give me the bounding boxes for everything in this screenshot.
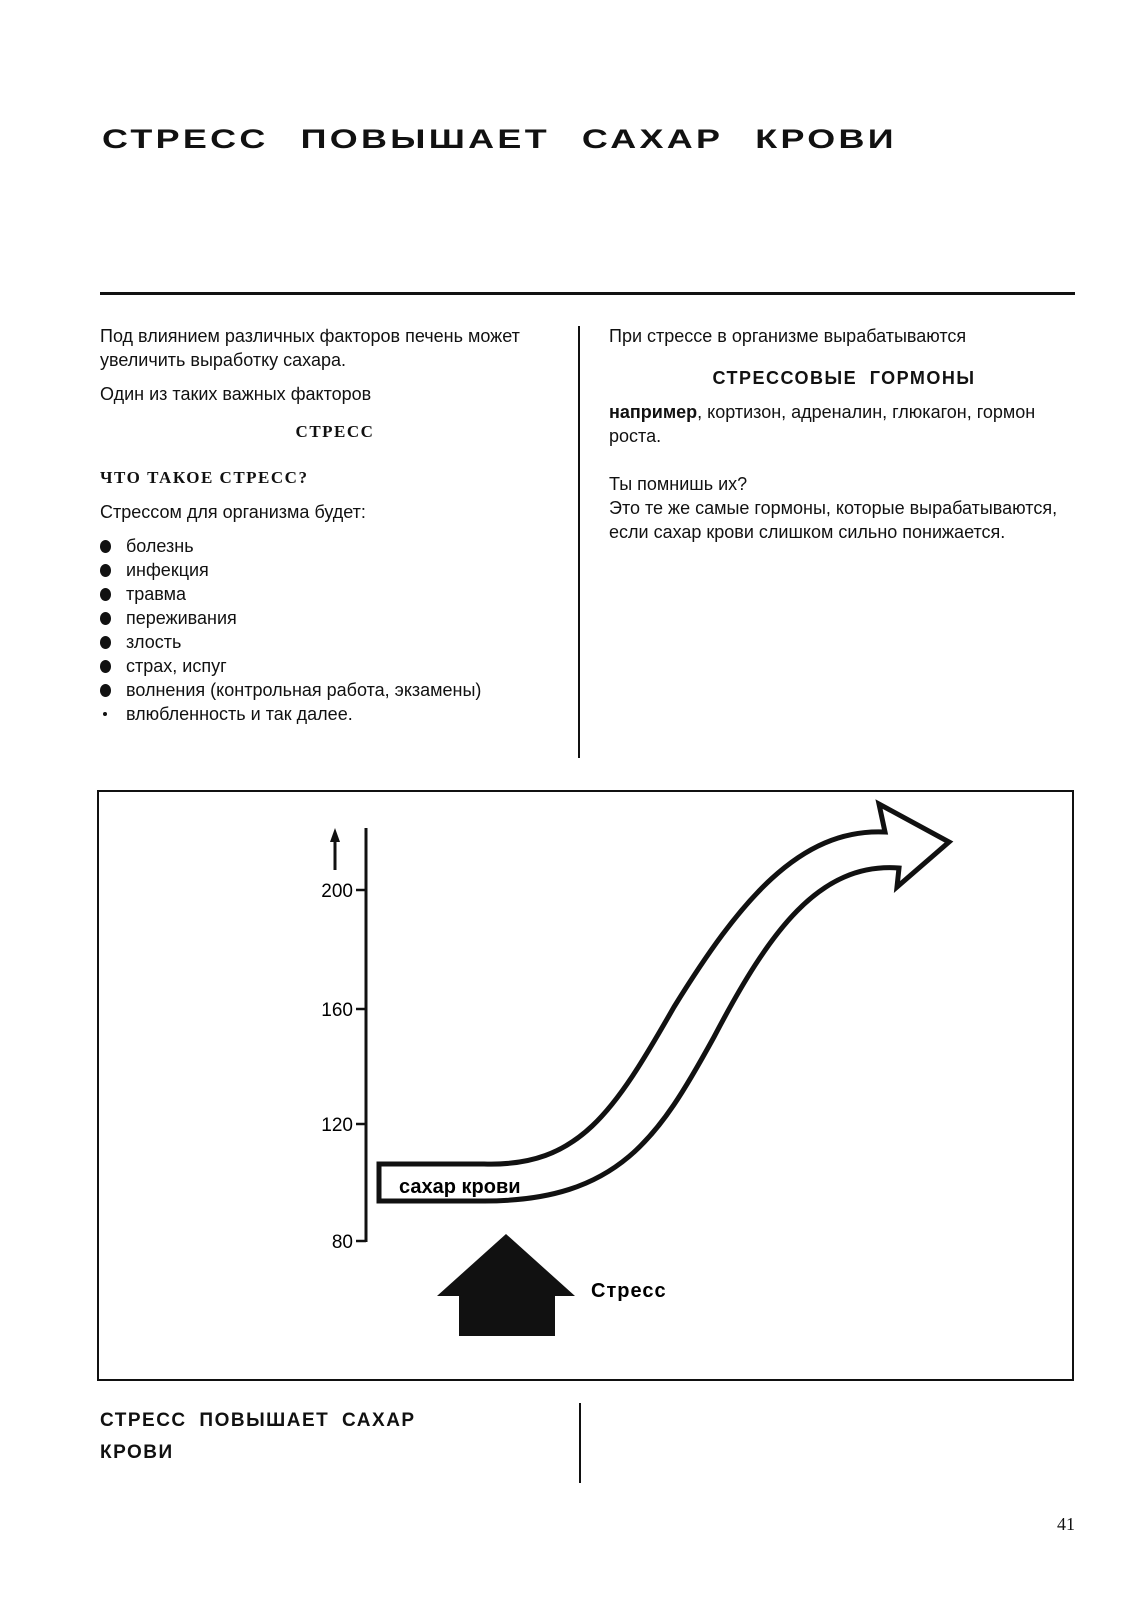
list-item: страх, испуг: [100, 654, 550, 678]
diagram-drawing: [99, 792, 1072, 1379]
example-list: , кортизон, адреналин, глюкагон, гормон роста.: [609, 402, 1036, 446]
intro-text: Под влиянием различных факторов печень может увеличить выработку сахара.: [100, 326, 520, 370]
column-divider: [578, 326, 580, 758]
question-heading: ЧТО ТАКОЕ СТРЕСС?: [100, 468, 309, 487]
example-word: например: [609, 402, 698, 422]
bullet-icon: [100, 660, 111, 673]
arrowhead-icon: [330, 828, 340, 842]
list-intro: Стрессом для организма будет:: [100, 502, 366, 522]
stress-heading: СТРЕСС: [295, 422, 375, 441]
hormones-heading: СТРЕССОВЫЕ ГОРМОНЫ: [712, 368, 976, 388]
bullet-icon: [100, 540, 111, 553]
list-item: болезнь: [100, 534, 550, 558]
list-item: влюбленность и так далее.: [100, 702, 550, 726]
caption-line: КРОВИ: [100, 1442, 174, 1463]
bullet-icon: [103, 712, 107, 716]
hormones-examples: [609, 400, 1079, 448]
diagram-caption: [100, 1405, 416, 1469]
page-title: СТРЕСС ПОВЫШАЕТ САХАР КРОВИ: [102, 124, 897, 154]
caption-line: СТРЕСС ПОВЫШАЕТ САХАР: [100, 1410, 416, 1431]
factor-text: Один из таких важных факторов: [100, 384, 372, 404]
question-text: Ты помнишь их?: [609, 474, 748, 494]
list-item: волнения (контрольная работа, экзамены): [100, 678, 550, 702]
left-column: [100, 324, 550, 726]
stress-factors-list: [100, 534, 550, 726]
list-item: злость: [100, 630, 550, 654]
y-tick-label: 80: [331, 1232, 353, 1253]
list-item: переживания: [100, 606, 550, 630]
title-rule: [100, 292, 1075, 295]
blood-sugar-curve: [379, 804, 949, 1201]
y-tick-label: 200: [321, 881, 353, 902]
page-number: 41: [1057, 1514, 1075, 1534]
curve-label: сахар крови: [399, 1176, 521, 1198]
bullet-icon: [100, 684, 111, 697]
list-item: инфекция: [100, 558, 550, 582]
stress-label: Стресс: [591, 1280, 667, 1302]
y-tick-label: 160: [321, 1000, 353, 1021]
list-item: травма: [100, 582, 550, 606]
bullet-icon: [100, 636, 111, 649]
bullet-icon: [100, 564, 111, 577]
hormones-intro: При стрессе в организме вырабатываются: [609, 326, 967, 346]
bullet-icon: [100, 588, 111, 601]
y-tick-label: 120: [321, 1115, 353, 1136]
caption-divider: [579, 1403, 581, 1483]
right-column: [609, 324, 1079, 544]
answer-text: Это те же самые гормоны, которые вырабатываются, если сахар крови слишком сильно понижается.: [609, 498, 1058, 542]
blood-sugar-diagram: [97, 790, 1074, 1381]
stress-arrow-icon: [437, 1234, 575, 1336]
bullet-icon: [100, 612, 111, 625]
